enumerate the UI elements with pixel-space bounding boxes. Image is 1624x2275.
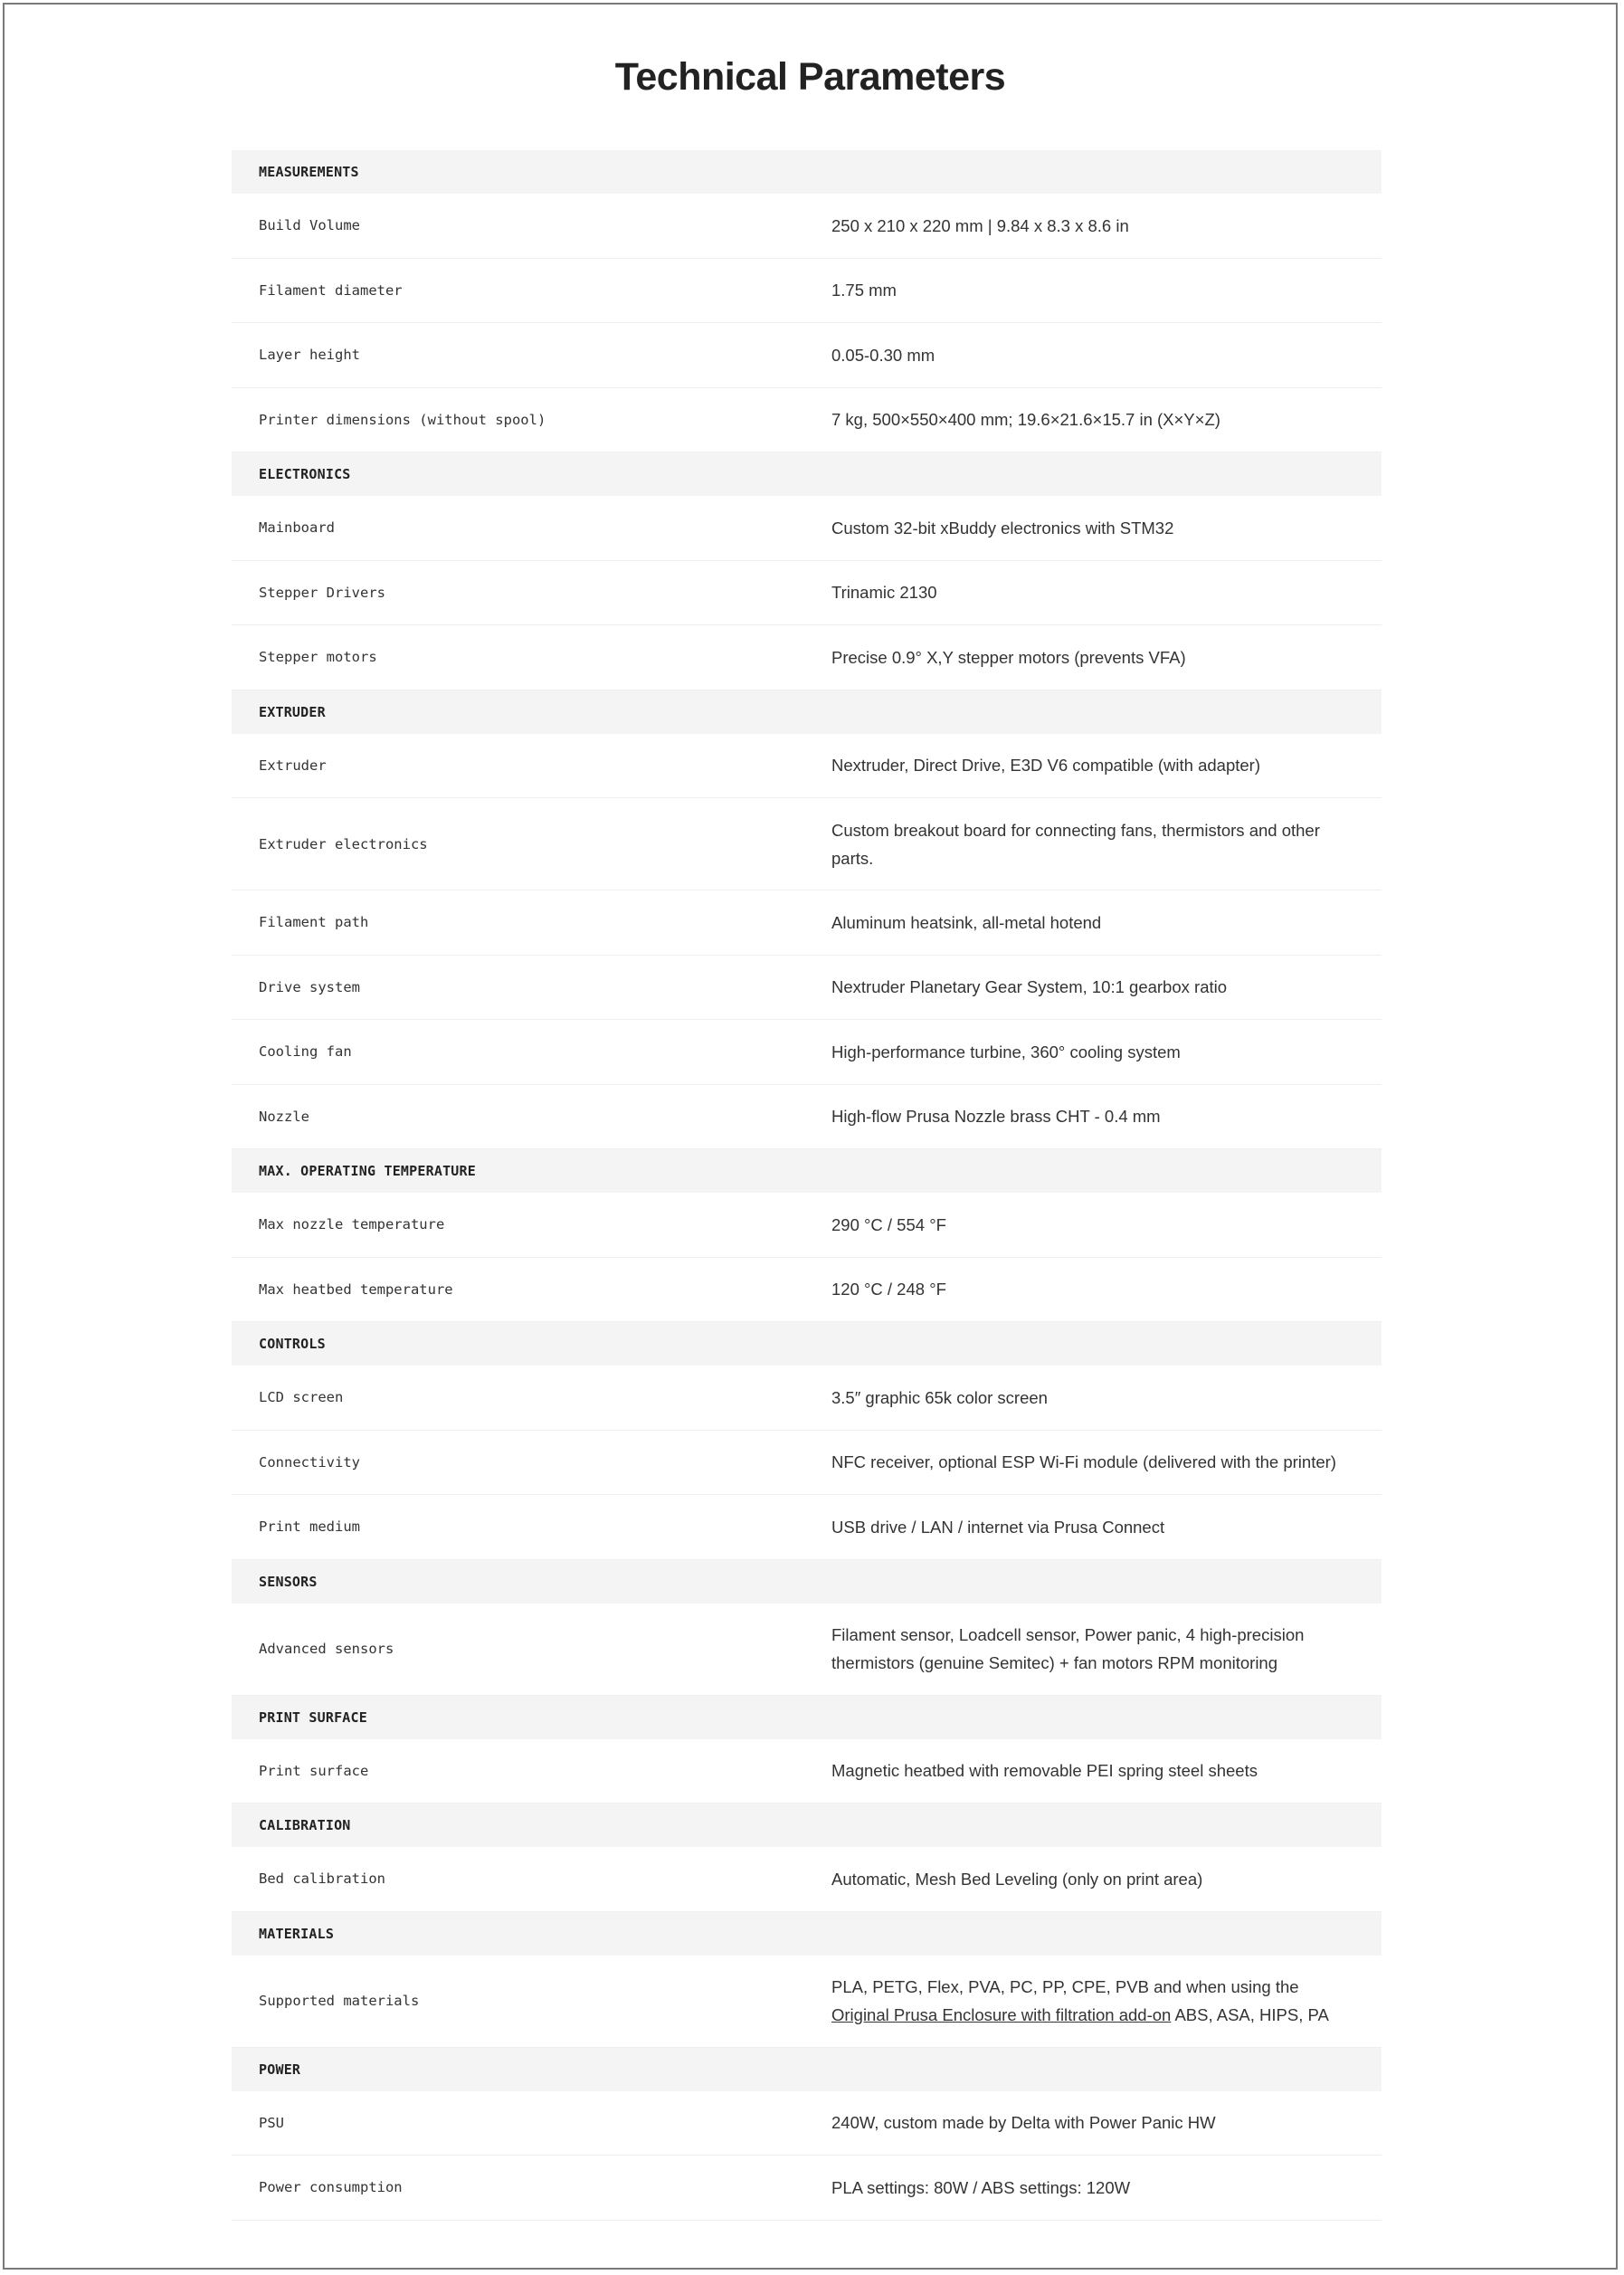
table-row <box>232 1193 1382 1258</box>
row-label: Advanced sensors <box>259 1641 394 1657</box>
row-label: Filament path <box>259 914 369 931</box>
section-header-print-surface: PRINT SURFACE <box>232 1696 1382 1739</box>
table-row <box>232 2091 1382 2156</box>
section-header-materials: MATERIALS <box>232 1912 1382 1956</box>
table-row <box>232 496 1382 561</box>
row-value: Nextruder Planetary Gear System, 10:1 gearbox ratio <box>831 977 1228 997</box>
row-value: Custom breakout board for connecting fans, thermistors and other parts. <box>831 820 1320 868</box>
section-header-extruder: EXTRUDER <box>232 690 1382 734</box>
value-prefix: PLA, PETG, Flex, PVA, PC, PP, CPE, PVB and when using the <box>831 1977 1299 1996</box>
table-row <box>232 388 1382 453</box>
section-header-controls: CONTROLS <box>232 1322 1382 1366</box>
row-label: Drive system <box>259 978 360 995</box>
row-value: 0.05-0.30 mm <box>831 345 935 365</box>
row-label: Connectivity <box>259 1453 360 1471</box>
table-row <box>232 1847 1382 1912</box>
row-label: Nozzle <box>259 1108 309 1125</box>
row-value: Nextruder, Direct Drive, E3D V6 compatible (with adapter) <box>831 756 1260 776</box>
section-header-calibration: CALIBRATION <box>232 1804 1382 1847</box>
table-row <box>232 956 1382 1021</box>
table-row <box>232 1431 1382 1496</box>
row-label: Mainboard <box>259 519 335 537</box>
row-label: LCD screen <box>259 1389 344 1406</box>
row-value: PLA settings: 80W / ABS settings: 120W <box>831 2177 1131 2197</box>
table-row <box>232 2156 1382 2221</box>
row-label: Stepper Drivers <box>259 584 385 601</box>
page-frame <box>3 3 1618 2270</box>
table-row <box>232 259 1382 324</box>
row-value: High-performance turbine, 360° cooling system <box>831 1042 1181 1061</box>
table-row <box>232 194 1382 259</box>
row-label: Print medium <box>259 1518 360 1536</box>
table-row <box>232 798 1382 890</box>
row-value: Aluminum heatsink, all-metal hotend <box>831 912 1102 932</box>
row-label: Power consumption <box>259 2179 403 2196</box>
section-header-sensors: SENSORS <box>232 1560 1382 1604</box>
row-value: Trinamic 2130 <box>831 583 937 603</box>
row-value <box>831 1973 1382 2029</box>
row-label: Max heatbed temperature <box>259 1280 453 1298</box>
row-value: Custom 32-bit xBuddy electronics with STM32 <box>831 518 1174 538</box>
table-row <box>232 1739 1382 1804</box>
table-row <box>232 1956 1382 2048</box>
table-row <box>232 734 1382 799</box>
table-row <box>232 1495 1382 1560</box>
row-label: Cooling fan <box>259 1043 352 1061</box>
enclosure-link[interactable]: Original Prusa Enclosure with filtration add-on <box>831 2005 1172 2024</box>
table-row <box>232 890 1382 956</box>
row-value: 120 °C / 248 °F <box>831 1280 946 1299</box>
row-value: Automatic, Mesh Bed Leveling (only on print area) <box>831 1869 1203 1889</box>
table-row <box>232 1258 1382 1323</box>
row-label: Max nozzle temperature <box>259 1216 445 1233</box>
row-label: Extruder <box>259 757 327 774</box>
row-value: 1.75 mm <box>831 281 897 300</box>
row-value: 3.5″ graphic 65k color screen <box>831 1387 1048 1407</box>
table-row <box>232 625 1382 690</box>
row-value: 290 °C / 554 °F <box>831 1214 946 1234</box>
row-label: Extruder electronics <box>259 835 428 852</box>
section-header-measurements: MEASUREMENTS <box>232 150 1382 194</box>
table-row <box>232 1020 1382 1085</box>
table-row <box>232 1604 1382 1696</box>
row-value: USB drive / LAN / internet via Prusa Connect <box>831 1517 1165 1537</box>
row-value: NFC receiver, optional ESP Wi-Fi module (delivered with the printer) <box>831 1452 1336 1472</box>
table-row <box>232 323 1382 388</box>
row-label: Bed calibration <box>259 1870 385 1888</box>
row-value: High-flow Prusa Nozzle brass CHT - 0.4 mm <box>831 1107 1161 1127</box>
row-value: Filament sensor, Loadcell sensor, Power panic, 4 high-precision thermistors (genuine Semitec) + fan motors RPM monitoring <box>831 1625 1305 1672</box>
section-header-power: POWER <box>232 2048 1382 2091</box>
table-row <box>232 1085 1382 1150</box>
row-label: Printer dimensions (without spool) <box>259 411 546 428</box>
row-label: Layer height <box>259 347 360 364</box>
row-value: 240W, custom made by Delta with Power Panic HW <box>831 2113 1216 2133</box>
table-row <box>232 561 1382 626</box>
row-label: Stepper motors <box>259 649 377 666</box>
row-value: Magnetic heatbed with removable PEI spring steel sheets <box>831 1761 1258 1781</box>
row-label: Supported materials <box>259 1993 420 2009</box>
row-value: 7 kg, 500×550×400 mm; 19.6×21.6×15.7 in (X×Y×Z) <box>831 410 1220 430</box>
page-title: Technical Parameters <box>614 55 1006 99</box>
row-label: Filament diameter <box>259 281 403 299</box>
value-suffix: ABS, ASA, HIPS, PA <box>1171 2005 1329 2024</box>
section-header-max-operating-temperature: MAX. OPERATING TEMPERATURE <box>232 1149 1382 1193</box>
row-label: Print surface <box>259 1762 369 1779</box>
row-value: Precise 0.9° X,Y stepper motors (prevents VFA) <box>831 647 1186 667</box>
row-label: PSU <box>259 2114 284 2131</box>
table-row <box>232 1366 1382 1431</box>
row-value: 250 x 210 x 220 mm | 9.84 x 8.3 x 8.6 in <box>831 215 1129 235</box>
row-label: Build Volume <box>259 217 360 234</box>
tech-params-table <box>232 150 1382 2221</box>
section-header-electronics: ELECTRONICS <box>232 452 1382 496</box>
